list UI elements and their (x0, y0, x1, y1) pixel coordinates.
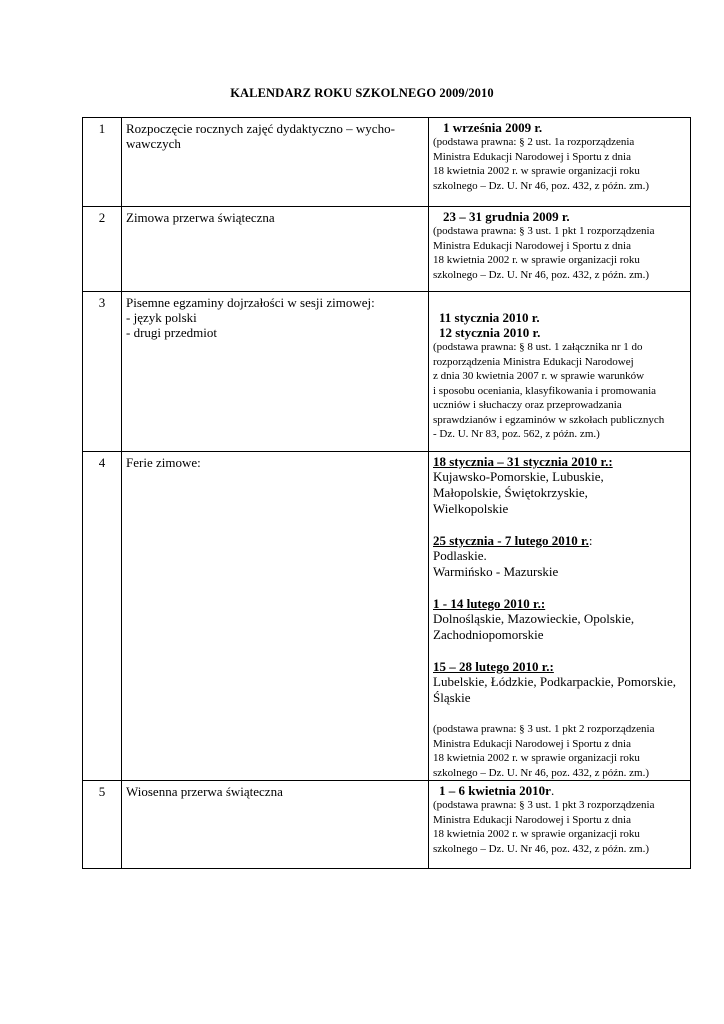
event-description (122, 781, 429, 869)
basis-line: z dnia 30 kwietnia 2007 r. w sprawie warunków (433, 370, 645, 382)
description-line: wawczych (126, 136, 181, 151)
basis-line: Ministra Edukacji Narodowej i Sportu z dnia (433, 239, 631, 252)
basis-line: - Dz. U. Nr 83, poz. 562, z późn. zm.) (433, 428, 600, 440)
period-dates-suffix: : (588, 533, 593, 548)
basis-line: sprawdzianów i egzaminów w szkołach publicznych (433, 413, 665, 426)
event-date-cell (429, 781, 691, 869)
region-line: Małopolskie, Świętokrzyskie, (433, 485, 588, 500)
period-dates: 25 stycznia - 7 lutego 2010 r. (433, 533, 589, 548)
legal-basis (433, 224, 686, 282)
holiday-period (433, 596, 686, 643)
legal-basis (433, 135, 686, 193)
description-line: - drugi przedmiot (126, 325, 217, 340)
basis-line: (podstawa prawna: § 2 ust. 1a rozporządzenia (433, 136, 635, 148)
basis-line: szkolnego – Dz. U. Nr 46, poz. 432, z późn. zm.) (433, 766, 649, 779)
period-dates: 18 stycznia – 31 stycznia 2010 r.: (433, 454, 613, 469)
document-title: KALENDARZ ROKU SZKOLNEGO 2009/2010 (230, 86, 494, 100)
region-line: Zachodniopomorskie (433, 627, 544, 642)
period-regions (433, 548, 686, 580)
period-regions (433, 611, 686, 643)
basis-line: rozporządzenia Ministra Edukacji Narodowej (433, 355, 634, 368)
region-line: Dolnośląskie, Mazowieckie, Opolskie, (433, 611, 635, 626)
holiday-period (433, 533, 686, 580)
region-line: Kujawsko-Pomorskie, Lubuskie, (433, 469, 604, 484)
holiday-period (433, 659, 686, 706)
table-row (83, 118, 691, 207)
basis-line: 18 kwietnia 2002 r. w sprawie organizacji roku (433, 828, 640, 840)
description-line: - język polski (126, 310, 197, 325)
period-regions (433, 674, 686, 706)
event-description (122, 452, 429, 781)
event-date-cell (429, 118, 691, 207)
description-line: Ferie zimowe: (126, 455, 201, 470)
legal-basis (433, 340, 686, 442)
basis-line: 18 kwietnia 2002 r. w sprawie organizacji roku (433, 254, 640, 266)
basis-line: 18 kwietnia 2002 r. w sprawie organizacji roku (433, 752, 640, 764)
event-date: 11 stycznia 2010 r. (439, 310, 540, 325)
event-date: 12 stycznia 2010 r. (439, 325, 541, 340)
basis-line: 18 kwietnia 2002 r. w sprawie organizacji roku (433, 165, 640, 177)
table-row (83, 207, 691, 292)
event-date: 1 września 2009 r. (443, 120, 543, 135)
period-dates: 1 - 14 lutego 2010 r.: (433, 596, 546, 611)
event-date: 23 – 31 grudnia 2009 r. (443, 209, 570, 224)
region-line: Lubelskie, Łódzkie, Podkarpackie, Pomorskie, (433, 674, 676, 689)
description-line: Pisemne egzaminy dojrzałości w sesji zimowej: (126, 295, 375, 310)
basis-line: szkolnego – Dz. U. Nr 46, poz. 432, z późn. zm.) (433, 179, 649, 192)
event-description (122, 292, 429, 452)
basis-line: (podstawa prawna: § 3 ust. 1 pkt 2 rozporządzenia (433, 723, 655, 735)
event-description (122, 118, 429, 207)
period-dates: 15 – 28 lutego 2010 r.: (433, 659, 554, 674)
basis-line: uczniów i słuchaczy oraz przeprowadzania (433, 399, 622, 411)
table-row (83, 452, 691, 781)
table-row (83, 781, 691, 869)
event-date-cell (429, 292, 691, 452)
event-date-suffix: . (550, 783, 555, 798)
basis-line: szkolnego – Dz. U. Nr 46, poz. 432, z późn. zm.) (433, 842, 649, 855)
row-number: 3 (83, 292, 122, 452)
region-line: Śląskie (433, 690, 471, 705)
row-number: 4 (83, 452, 122, 781)
description-line: Zimowa przerwa świąteczna (126, 210, 275, 225)
basis-line: (podstawa prawna: § 3 ust. 1 pkt 1 rozporządzenia (433, 225, 655, 237)
row-number: 2 (83, 207, 122, 292)
row-number: 1 (83, 118, 122, 207)
basis-line: Ministra Edukacji Narodowej i Sportu z dnia (433, 150, 631, 163)
basis-line: (podstawa prawna: § 3 ust. 1 pkt 3 rozporządzenia (433, 799, 655, 811)
region-line: Wielkopolskie (433, 501, 509, 516)
period-regions (433, 469, 686, 517)
event-date-cell (429, 207, 691, 292)
region-line: Podlaskie. (433, 548, 487, 563)
event-date: 1 – 6 kwietnia 2010r (439, 783, 551, 798)
table-row (83, 292, 691, 452)
basis-line: i sposobu oceniania, klasyfikowania i promowania (433, 384, 657, 397)
holiday-period (433, 454, 686, 517)
basis-line: Ministra Edukacji Narodowej i Sportu z dnia (433, 737, 631, 750)
legal-basis (433, 798, 686, 856)
basis-line: Ministra Edukacji Narodowej i Sportu z dnia (433, 813, 631, 826)
row-number: 5 (83, 781, 122, 869)
basis-line: (podstawa prawna: § 8 ust. 1 załącznika nr 1 do (433, 341, 643, 353)
region-line: Warmińsko - Mazurskie (433, 564, 559, 579)
event-date-cell (429, 452, 691, 781)
legal-basis (433, 722, 686, 780)
description-line: Rozpoczęcie rocznych zajęć dydaktyczno – wycho- (126, 121, 395, 136)
description-line: Wiosenna przerwa świąteczna (126, 784, 283, 799)
event-description (122, 207, 429, 292)
calendar-table (82, 117, 691, 869)
basis-line: szkolnego – Dz. U. Nr 46, poz. 432, z późn. zm.) (433, 268, 649, 281)
